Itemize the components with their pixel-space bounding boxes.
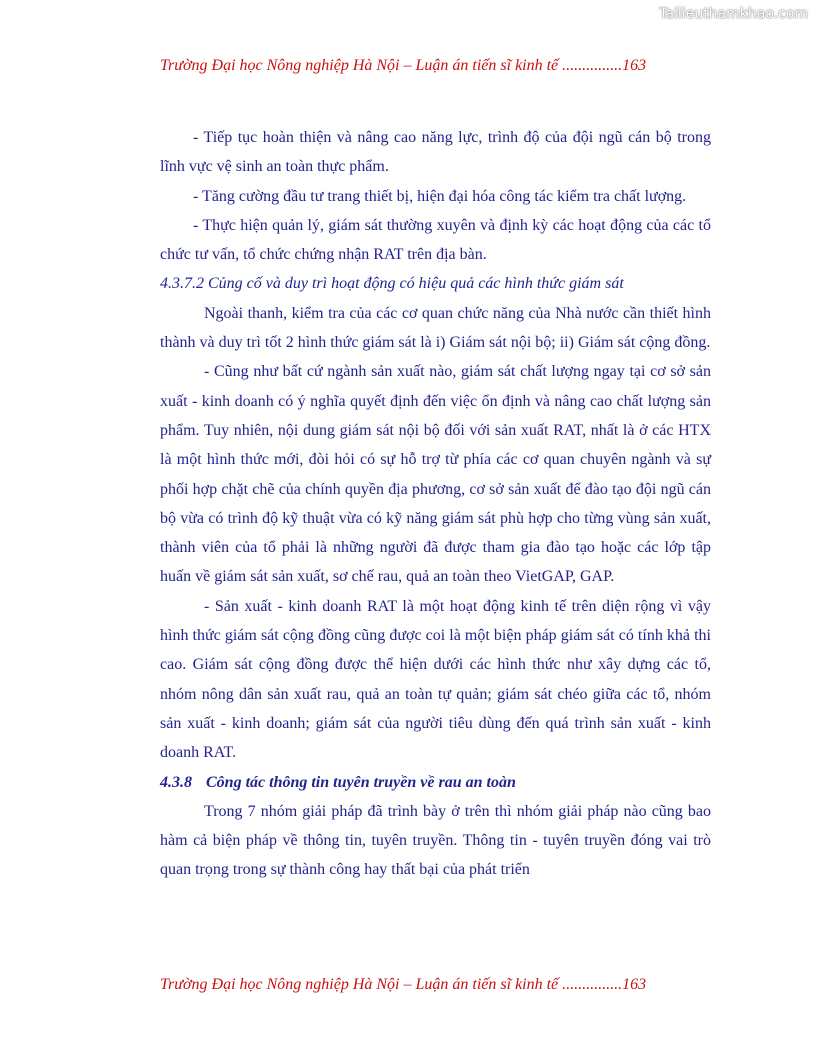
watermark: Tailieuthamkhao.com — [659, 6, 808, 22]
running-header: Trường Đại học Nông nghiệp Hà Nội – Luận án tiến sĩ kinh tế ...............163 — [160, 57, 647, 74]
paragraph: - Thực hiện quản lý, giám sát thường xuyên và định kỳ các hoạt động của các tổ chức tư vấn, tổ chức chứng nhận RAT trên địa bàn. — [160, 216, 711, 264]
page-body — [160, 123, 711, 885]
paragraph: - Tăng cường đầu tư trang thiết bị, hiện đại hóa công tác kiểm tra chất lượng. — [193, 187, 687, 205]
section-title: Công tác thông tin tuyên truyền về rau an toàn — [206, 773, 516, 791]
section-number: 4.3.8 — [160, 773, 192, 791]
section-heading — [160, 768, 711, 797]
subsection-heading: 4.3.7.2 Củng cố và duy trì hoạt động có hiệu quả các hình thức giám sát — [160, 275, 624, 293]
paragraph: Ngoài thanh, kiểm tra của các cơ quan chức năng của Nhà nước cần thiết hình thành và duy trì tốt 2 hình thức giám sát là i) Giám sát nội bộ; ii) Giám sát cộng đồng. — [160, 304, 711, 352]
paragraph: Trong 7 nhóm giải pháp đã trình bày ở trên thì nhóm giải pháp nào cũng bao hàm cả biện pháp về thông tin, tuyên truyền. Thông tin - tuyên truyền đóng vai trò quan trọng trong sự thành công hay thất bại của phát triển — [160, 802, 711, 879]
running-footer: Trường Đại học Nông nghiệp Hà Nội – Luận án tiến sĩ kinh tế ...............163 — [160, 976, 647, 993]
paragraph: - Tiếp tục hoàn thiện và nâng cao năng lực, trình độ của đội ngũ cán bộ trong lĩnh vực vệ sinh an toàn thực phẩm. — [160, 129, 711, 176]
paragraph: - Sản xuất - kinh doanh RAT là một hoạt động kinh tế trên diện rộng vì vậy hình thức giám sát cộng đồng cũng được coi là một biện pháp giám sát có tính khả thi cao. Giám sát cộng đồng được thể hiện dưới các hình thức như xây dựng các tổ, nhóm nông dân sản xuất rau, quả an toàn tự quản; giám sát chéo giữa các tổ, nhóm sản xuất - kinh doanh; giám sát của người tiêu dùng đến quá trình sản xuất - kinh doanh RAT. — [160, 597, 711, 762]
paragraph: - Cũng như bất cứ ngành sản xuất nào, giám sát chất lượng ngay tại cơ sở sản xuất - kinh doanh có ý nghĩa quyết định đến việc ổn định và nâng cao chất lượng sản phẩm. Tuy nhiên, nội dung giám sát nội bộ đối với sản xuất RAT, nhất là ở các HTX là một hình thức mới, đòi hỏi có sự hỗ trợ từ phía các cơ quan chuyên ngành và sự phối hợp chặt chẽ của chính quyền địa phương, cơ sở sản xuất để đào tạo đội ngũ cán bộ vừa có trình độ kỹ thuật vừa có kỹ năng giám sát phù hợp cho từng vùng sản xuất, thành viên của tổ phải là những người đã được tham gia đào tạo hoặc các lớp tập huấn về giám sát sản xuất, sơ chế rau, quả an toàn theo VietGAP, GAP. — [160, 363, 711, 586]
